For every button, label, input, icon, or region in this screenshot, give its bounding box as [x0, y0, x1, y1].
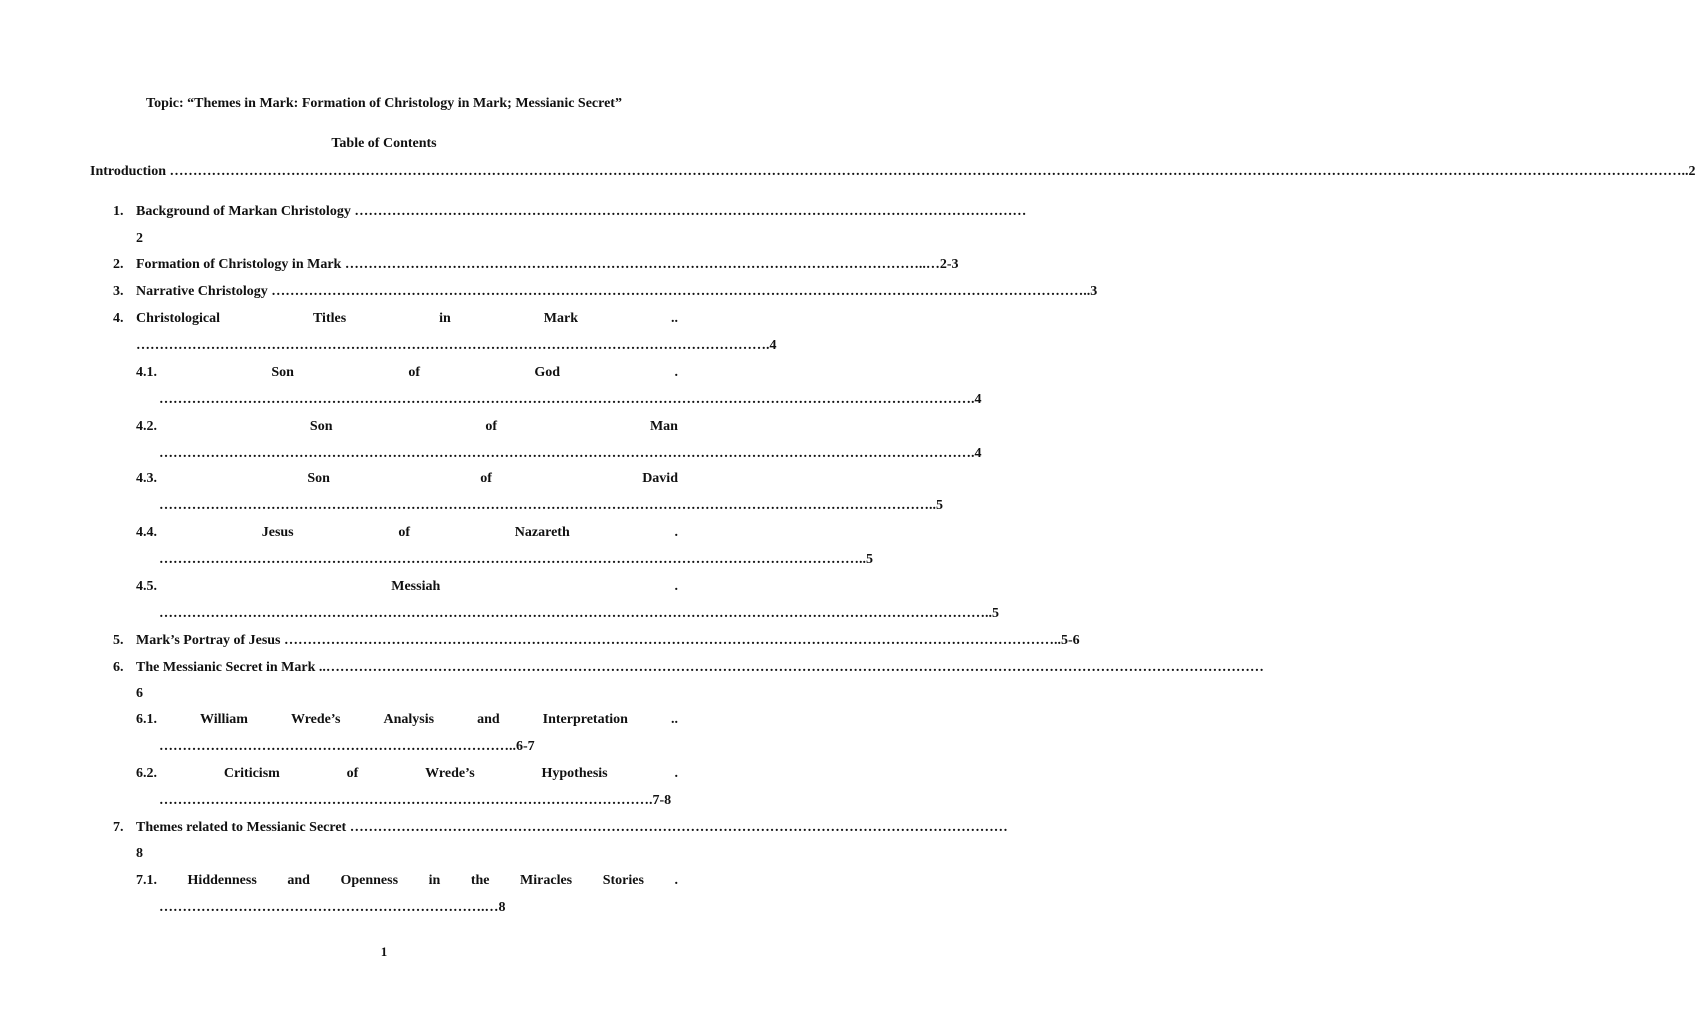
toc-entry-messianic-secret[interactable]: The Messianic Secret in Mark ..…………………………………………………………………………………………………………………………………………………………………………………	[136, 660, 1264, 675]
toc-dots-line: …………………………………………………………….…8	[159, 900, 506, 915]
word: the	[470, 873, 490, 888]
toc-dots-line: ……………………………………………………………………………………………………………………….4	[136, 338, 777, 353]
toc-number: 6.2.	[136, 766, 157, 781]
word: and	[287, 873, 310, 888]
toc-number: 7.	[113, 820, 124, 835]
word: Hiddenness	[187, 873, 257, 888]
toc-number: 4.1.	[136, 365, 157, 380]
toc-number: 6.	[113, 660, 124, 675]
toc-number: 6.1.	[136, 712, 157, 727]
word: Interpretation	[542, 712, 628, 727]
word: Son	[309, 419, 333, 434]
word: Jesus	[261, 525, 294, 540]
word: David	[642, 471, 678, 486]
toc-entry-introduction[interactable]	[90, 162, 1695, 182]
toc-dots-line: ……………………………………………………………………………………………………………………………………………………………..5	[159, 606, 999, 621]
word: Analysis	[383, 712, 435, 727]
word: Titles	[312, 311, 347, 326]
word: .	[674, 766, 678, 781]
word: Messiah	[391, 579, 441, 594]
word: Son	[271, 365, 294, 380]
toc-dots-line: ………………………………………………………………………………………………………………………………………………………….4	[159, 446, 982, 461]
word: of	[485, 419, 498, 434]
toc-heading: Table of Contents	[331, 136, 437, 151]
toc-number: 1.	[113, 204, 124, 219]
word: Wrede’s	[425, 766, 475, 781]
word: Man	[649, 419, 678, 434]
word: of	[480, 471, 492, 486]
toc-entry-narrative[interactable]: Narrative Christology …………………………………………………………………………………………………………………………………………………………..3	[136, 284, 1098, 299]
word: Criticism	[223, 766, 280, 781]
toc-number: 4.4.	[136, 525, 157, 540]
toc-number: 3.	[113, 284, 124, 299]
toc-number: 4.	[113, 311, 124, 326]
toc-entry-christological-titles[interactable]	[136, 309, 678, 329]
toc-entry-criticism[interactable]	[136, 764, 678, 784]
toc-number: 4.5.	[136, 579, 157, 594]
toc-entry-label: Introduction	[90, 164, 166, 179]
word: Christological	[136, 311, 220, 326]
word: in	[439, 311, 451, 326]
toc-entry-jesus-of-nazareth[interactable]	[136, 523, 678, 543]
toc-dots-line: …………………………………………………………………..6-7	[159, 739, 535, 754]
word: in	[428, 873, 441, 888]
word: Wrede’s	[290, 712, 341, 727]
toc-entry-formation[interactable]: Formation of Christology in Mark ……………………………………………………………………………………………………………..…2-3	[136, 257, 959, 272]
toc-page-ref: 6	[136, 686, 143, 701]
word: of	[408, 365, 421, 380]
toc-entry-messiah[interactable]	[136, 577, 678, 597]
toc-entry-son-of-david[interactable]	[136, 469, 678, 489]
page-number: 1	[380, 944, 388, 959]
word: Nazareth	[514, 525, 570, 540]
word: .	[674, 579, 678, 594]
toc-entry-hiddenness[interactable]	[136, 871, 678, 891]
word: .	[674, 873, 678, 888]
toc-entry-son-of-man[interactable]	[136, 417, 678, 437]
toc-entry-themes-related[interactable]: Themes related to Messianic Secret ……………………………………………………………………………………………………………………………	[136, 820, 1008, 835]
word: ..	[670, 712, 678, 727]
toc-entry-dots: ………………………………………………………………………………………………………………………………………………………………………………………………………………………………………………………………………………………………..2	[169, 164, 1695, 179]
word: .	[674, 525, 678, 540]
word: Openness	[340, 873, 399, 888]
word: Son	[307, 471, 330, 486]
toc-page-ref: 8	[136, 846, 143, 861]
word: Stories	[602, 873, 644, 888]
toc-entry-background[interactable]: Background of Markan Christology ………………………………………………………………………………………………………………………………	[136, 204, 1027, 219]
word: of	[346, 766, 359, 781]
toc-number: 7.1.	[136, 873, 157, 888]
word: Miracles	[520, 873, 573, 888]
word: .	[674, 365, 678, 380]
toc-number: 4.3.	[136, 471, 157, 486]
word: and	[477, 712, 500, 727]
topic-title: Topic: “Themes in Mark: Formation of Christology in Mark; Messianic Secret”	[146, 96, 622, 111]
word: Mark	[543, 311, 579, 326]
toc-number: 2.	[113, 257, 124, 272]
word: God	[534, 365, 561, 380]
toc-entry-wrede-analysis[interactable]	[136, 710, 678, 730]
toc-entry-marks-portray[interactable]: Mark’s Portray of Jesus …………………………………………………………………………………………………………………………………………………..5-6	[136, 633, 1080, 648]
toc-dots-line: ……………………………………………………………………………………………………………………………………..5	[159, 552, 873, 567]
toc-entry-son-of-god[interactable]	[136, 363, 678, 383]
toc-dots-line: ………………………………………………………………………………………………………………………………………………………….4	[159, 392, 982, 407]
toc-dots-line: …………………………………………………………………………………………….7-8	[159, 793, 672, 808]
word: William	[200, 712, 248, 727]
word: of	[398, 525, 411, 540]
toc-dots-line: …………………………………………………………………………………………………………………………………………………..5	[159, 498, 943, 513]
toc-number: 4.2.	[136, 419, 157, 434]
word: Hypothesis	[541, 766, 608, 781]
word: ..	[670, 311, 678, 326]
toc-number: 5.	[113, 633, 124, 648]
toc-page-ref: 2	[136, 231, 143, 246]
